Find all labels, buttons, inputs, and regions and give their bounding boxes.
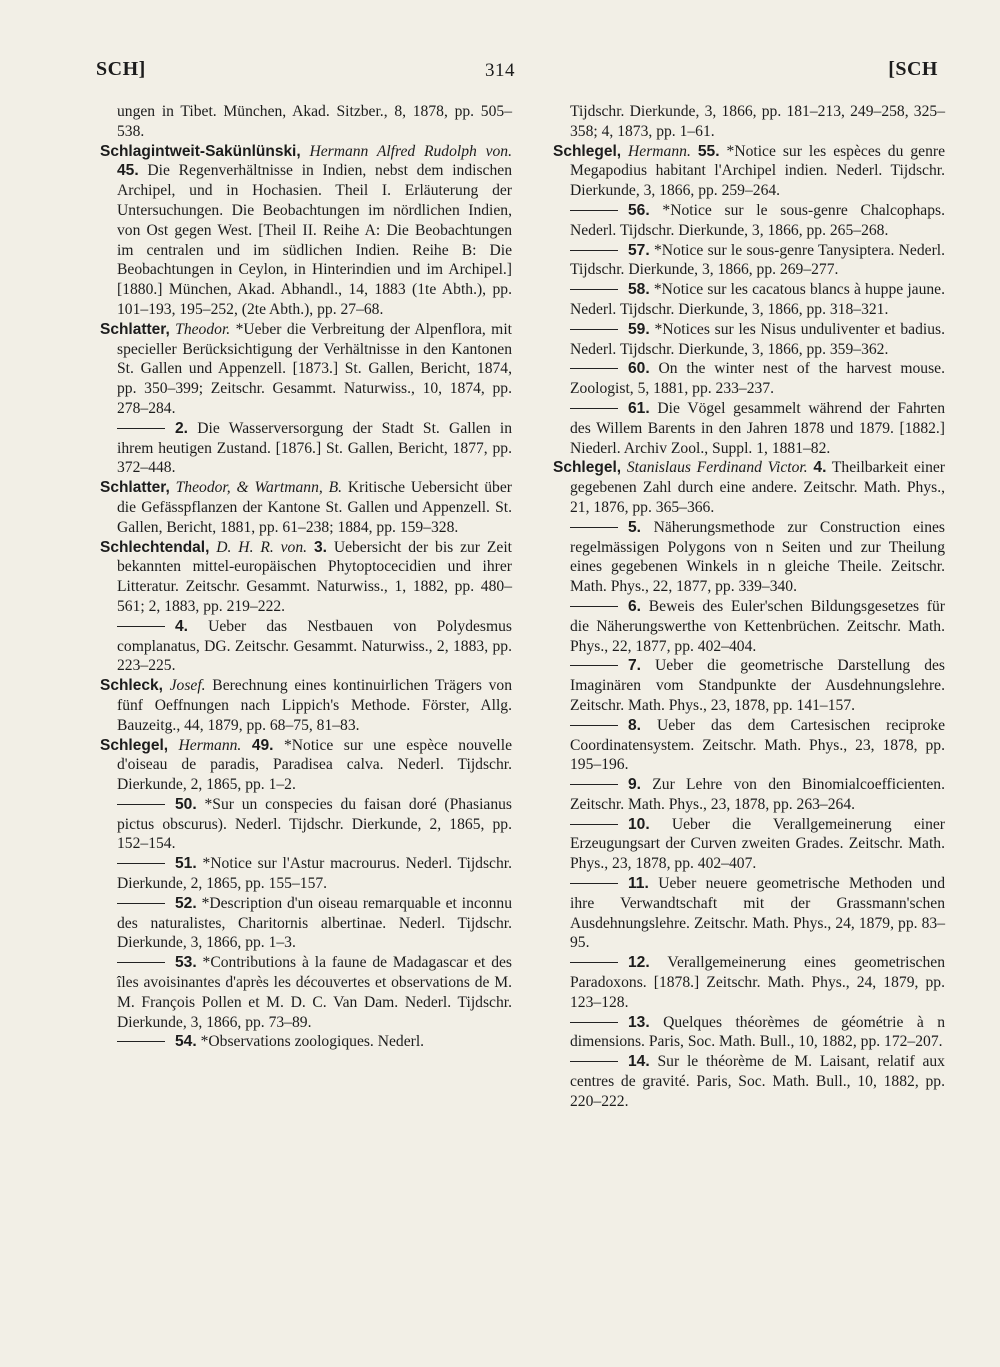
entry-number: 5. bbox=[628, 518, 642, 536]
ditto-dash bbox=[570, 665, 618, 666]
bibliography-entry bbox=[553, 1013, 945, 1053]
bibliography-entry bbox=[553, 399, 945, 458]
bibliography-entry bbox=[100, 617, 512, 676]
ditto-dash bbox=[570, 368, 618, 369]
entry-text: *Notice sur une espèce nouvelle d'oiseau de paradis, Paradisea calva. Nederl. Tijdschr. Dierkunde, 2, 1865, pp. 1–2. bbox=[117, 736, 512, 794]
entry-text: Näherungsmethode zur Construction eines regelmässigen Polygons von n Seiten und zur Theilung eines gegebenen Winkels in n gleiche Theile. Zeitschr. Math. Phys., 22, 1877, pp. 339–340. bbox=[570, 518, 945, 596]
entry-text: Kritische Uebersicht über die Gefässpflanzen der Kantone St. Gallen und Appenzell. St. Gallen, Bericht, 1881, pp. 61–238; 1884, pp. 159–328. bbox=[117, 479, 512, 536]
bibliography-entry bbox=[553, 518, 945, 597]
bibliography-entry bbox=[553, 142, 945, 201]
author-given-name: Theodor, & Wartmann, B. bbox=[175, 479, 343, 497]
entry-number: 54. bbox=[175, 1033, 197, 1051]
bibliography-entry bbox=[553, 656, 945, 715]
entry-number: 4. bbox=[175, 617, 189, 635]
bibliography-entry bbox=[100, 854, 512, 894]
running-head-right: [SCH bbox=[888, 58, 938, 80]
bibliography-entry bbox=[553, 597, 945, 656]
entry-text: *Contributions à la faune de Madagascar et des îles avoisinantes d'après les découvertes et observations de M. M. François Pollen et M. D. C. Van Dam. Nederl. Tijdschr. Dierkunde, 3, 1866, pp. 73–89. bbox=[117, 954, 512, 1031]
entry-text: Berechnung eines kontinuirlichen Trägers von fünf Oeffnungen nach Lippich's Methode. Förster, Allg. Bauzeitg., 44, 1879, pp. 68–75, 81–83. bbox=[117, 677, 512, 734]
bibliography-entry bbox=[100, 1032, 512, 1052]
left-column bbox=[100, 102, 512, 1052]
entry-number: 60. bbox=[628, 360, 650, 378]
entry-number: 50. bbox=[175, 795, 197, 813]
entry-text: *Observations zoologiques. Nederl. bbox=[200, 1033, 425, 1051]
entry-number: 51. bbox=[175, 855, 197, 873]
entry-number: 58. bbox=[628, 281, 650, 299]
ditto-dash bbox=[117, 863, 165, 864]
ditto-dash bbox=[570, 784, 618, 785]
entry-text: *Notices sur les Nisus unduliventer et badius. Nederl. Tijdschr. Dierkunde, 3, 1866, pp. 359–362. bbox=[570, 320, 945, 358]
entry-number: 61. bbox=[628, 399, 650, 417]
ditto-dash bbox=[117, 962, 165, 963]
author-name: Schlatter, bbox=[100, 320, 170, 338]
bibliography-entry bbox=[553, 201, 945, 241]
author-given-name: Theodor. bbox=[175, 320, 231, 338]
entry-text: Quelques théorèmes de géométrie à n dimensions. Paris, Soc. Math. Bull., 10, 1882, pp. 172–207. bbox=[570, 1013, 946, 1051]
entry-number: 55. bbox=[697, 142, 720, 160]
author-name: Schlagintweit-Sakünlünski, bbox=[100, 142, 301, 160]
ditto-dash bbox=[570, 962, 618, 963]
entry-text: Ueber das dem Cartesischen reciproke Coordinatensystem. Zeitschr. Math. Phys., 23, 1878, pp. 195–196. bbox=[570, 716, 945, 774]
author-given-name: D. H. R. von. bbox=[216, 538, 308, 556]
author-given-name: Hermann Alfred Rudolph von. bbox=[309, 142, 512, 160]
bibliography-entry bbox=[553, 874, 945, 953]
entry-number: 12. bbox=[628, 954, 650, 972]
entry-text: Ueber neuere geometrische Methoden und ihre Verwandtschaft mit der Grassmann'schen Ausdehnungslehre. Zeitschr. Math. Phys., 24, 1879, pp. 83–95. bbox=[570, 875, 945, 952]
ditto-dash bbox=[117, 1041, 165, 1042]
author-name: Schlatter, bbox=[100, 479, 170, 497]
bibliography-entry bbox=[100, 953, 512, 1032]
entry-text: *Notice sur le sous-genre Chalcophaps. Nederl. Tijdschr. Dierkunde, 3, 1866, pp. 265–268. bbox=[570, 201, 945, 239]
entry-number: 4. bbox=[813, 459, 827, 477]
entry-number: 13. bbox=[628, 1013, 650, 1031]
entry-text: Ueber die Verallgemeinerung einer Erzeugungsart der Curven zweiten Grades. Zeitschr. Math. Phys., 23, 1878, pp. 402–407. bbox=[570, 815, 946, 873]
author-name: Schlegel, bbox=[100, 736, 169, 754]
author-name: Schlegel, bbox=[553, 142, 622, 160]
entry-number: 10. bbox=[628, 815, 650, 833]
entry-text: Theilbarkeit einer gegebenen Zahl durch eine andere. Zeitschr. Math. Phys., 21, 1876, pp. 365–366. bbox=[570, 459, 945, 516]
entry-number: 14. bbox=[628, 1053, 650, 1071]
author-given-name: Josef. bbox=[169, 677, 206, 695]
entry-text: *Notice sur l'Astur macrourus. Nederl. Tijdschr. Dierkunde, 2, 1865, pp. 155–157. bbox=[117, 855, 512, 893]
running-head-left: SCH] bbox=[96, 58, 146, 80]
entry-number: 9. bbox=[628, 776, 642, 794]
author-given-name: Hermann. bbox=[178, 736, 242, 754]
entry-text: On the winter nest of the harvest mouse. Zoologist, 5, 1881, pp. 233–237. bbox=[570, 360, 945, 398]
ditto-dash bbox=[570, 527, 618, 528]
bibliography-entry bbox=[100, 894, 512, 953]
bibliography-entry bbox=[100, 320, 512, 419]
ditto-dash bbox=[570, 289, 618, 290]
bibliography-entry bbox=[553, 241, 945, 281]
entry-text: Die Vögel gesammelt während der Fahrten des Willem Barents in den Jahren 1878 und 1879. [1882.] Niederl. Archiv Zool., Suppl. 1, 1881–82. bbox=[570, 399, 945, 457]
entry-text: Ueber das Nestbauen von Polydesmus complanatus, DG. Zeitschr. Gesammt. Naturwiss., 2, 1883, pp. 223–225. bbox=[117, 617, 512, 675]
bibliography-entry bbox=[100, 676, 512, 735]
bibliography-entry bbox=[100, 478, 512, 537]
bibliography-entry bbox=[553, 953, 945, 1012]
entry-number: 49. bbox=[251, 736, 274, 754]
entry-number: 45. bbox=[117, 162, 139, 180]
entry-number: 59. bbox=[628, 320, 650, 338]
ditto-dash bbox=[570, 883, 618, 884]
bibliography-entry bbox=[553, 1052, 945, 1111]
ditto-dash bbox=[570, 824, 618, 825]
entry-text: Zur Lehre von den Binomialcoefficienten. Zeitschr. Math. Phys., 23, 1878, pp. 263–264. bbox=[570, 776, 945, 813]
entry-number: 3. bbox=[313, 538, 327, 556]
bibliography-entry bbox=[553, 716, 945, 775]
page-number: 314 bbox=[485, 60, 515, 81]
bibliography-entry bbox=[553, 775, 945, 815]
entry-number: 52. bbox=[175, 894, 197, 912]
ditto-dash bbox=[570, 1061, 618, 1062]
entry-text: Beweis des Euler'schen Bildungsgesetzes für die Näherungswerthe von Kettenbrüchen. Zeitschr. Math. Phys., 22, 1877, pp. 402–404. bbox=[570, 597, 945, 655]
bibliography-entry bbox=[553, 359, 945, 399]
bibliography-entry bbox=[100, 142, 512, 320]
entry-continuation: Tijdschr. Dierkunde, 3, 1866, pp. 181–213, 249–258, 325–358; 4, 1873, pp. 1–61. bbox=[570, 103, 945, 140]
bibliography-entry bbox=[553, 102, 945, 142]
author-given-name: Stanislaus Ferdinand Victor. bbox=[626, 459, 808, 477]
ditto-dash bbox=[570, 1022, 618, 1023]
bibliography-entry bbox=[100, 795, 512, 854]
bibliography-entry bbox=[100, 736, 512, 795]
entry-text: Verallgemeinerung eines geometrischen Paradoxons. [1878.] Zeitschr. Math. Phys., 24, 1879, pp. 123–128. bbox=[570, 954, 945, 1011]
ditto-dash bbox=[117, 903, 165, 904]
entry-text: *Description d'un oiseau remarquable et inconnu des naturalistes, Charitornis albertinae. Nederl. Tijdschr. Dierkunde, 3, 1866, pp. 1–3. bbox=[117, 894, 512, 952]
entry-text: Ueber die geometrische Darstellung des Imaginären vom Standpunkte der Ausdehnungslehre. Zeitschr. Math. Phys., 23, 1878, pp. 141–157. bbox=[570, 657, 945, 714]
entry-text: *Sur un conspecies du faisan doré (Phasianus pictus obscurus). Nederl. Tijdschr. Dierkunde, 2, 1865, pp. 152–154. bbox=[117, 795, 513, 853]
author-name: Schlegel, bbox=[553, 459, 622, 477]
ditto-dash bbox=[570, 329, 618, 330]
entry-number: 6. bbox=[628, 597, 642, 615]
entry-number: 11. bbox=[628, 875, 649, 893]
entry-number: 7. bbox=[628, 657, 642, 675]
ditto-dash bbox=[570, 606, 618, 607]
entry-number: 53. bbox=[175, 954, 197, 972]
entry-text: Sur le théorème de M. Laisant, relatif aux centres de gravité. Paris, Soc. Math. Bull., 10, 1882, pp. 220–222. bbox=[570, 1053, 945, 1110]
entry-text: Die Wasserversorgung der Stadt St. Gallen in ihrem heutigen Zustand. [1876.] St. Gallen, Bericht, 1877, pp. 372–448. bbox=[117, 419, 512, 477]
ditto-dash bbox=[570, 250, 618, 251]
bibliography-entry bbox=[553, 280, 945, 320]
entry-number: 57. bbox=[628, 241, 650, 259]
bibliography-entry bbox=[100, 419, 512, 478]
bibliography-entry bbox=[553, 458, 945, 517]
entry-text: *Notice sur les cacatous blancs à huppe jaune. Nederl. Tijdschr. Dierkunde, 3, 1866, pp. 318–321. bbox=[570, 281, 945, 318]
entry-text: *Notice sur les espèces du genre Megapodius habitant l'Archipel indien. Nederl. Tijdschr. Dierkunde, 3, 1866, pp. 259–264. bbox=[570, 142, 945, 200]
entry-number: 8. bbox=[628, 716, 642, 734]
author-name: Schlechtendal, bbox=[100, 538, 210, 556]
ditto-dash bbox=[570, 725, 618, 726]
bibliography-entry bbox=[553, 320, 945, 360]
entry-text: *Notice sur le sous-genre Tanysiptera. Nederl. Tijdschr. Dierkunde, 3, 1866, pp. 269–277. bbox=[570, 241, 945, 279]
author-given-name: Hermann. bbox=[628, 142, 691, 160]
bibliography-entry bbox=[553, 815, 945, 874]
author-name: Schleck, bbox=[100, 677, 163, 695]
entry-number: 2. bbox=[175, 419, 189, 437]
bibliography-entry bbox=[100, 102, 512, 142]
ditto-dash bbox=[117, 804, 165, 805]
entry-continuation: ungen in Tibet. München, Akad. Sitzber., 8, 1878, pp. 505–538. bbox=[117, 103, 512, 140]
entry-number: 56. bbox=[628, 201, 650, 219]
right-column bbox=[553, 102, 945, 1112]
ditto-dash bbox=[117, 428, 165, 429]
entry-text: Die Regenverhältnisse in Indien, nebst dem indischen Archipel, und in Hochasien. Theil I. Erläuterung der Untersuchungen. Die Beobachtungen im nördlichen Indien, von Ost gegen West. [Theil II. Reihe A: Die Beobachtungen im centralen und im südlichen Indien. Reihe B: Die Beobachtungen in Ceylon, in Hinterindien und im Archipel.] [1880.] München, Akad. Abhandl., 14, 1883 (1te Abth.), pp. 101–193, 195–252, (2te Abth.), pp. 27–68. bbox=[117, 162, 512, 318]
ditto-dash bbox=[117, 626, 165, 627]
entry-text: *Ueber die Verbreitung der Alpenflora, mit specieller Berücksichtigung der Verhältnisse in den Kantonen St. Gallen und Appenzell. [1873.] St. Gallen, Bericht, 1874, pp. 350–399; Zeitschr. Gesammt. Naturwiss., 10, 1874, pp. 278–284. bbox=[117, 320, 512, 417]
entry-text: Uebersicht der bis zur Zeit bekannten mittel-europäischen Phytoptocecidien und ihrer Litteratur. Zeitschr. Gesammt. Naturwiss., 1, 1882, pp. 480–561; 2, 1883, pp. 219–222. bbox=[117, 538, 512, 615]
ditto-dash bbox=[570, 210, 618, 211]
bibliography-entry bbox=[100, 538, 512, 617]
ditto-dash bbox=[570, 408, 618, 409]
